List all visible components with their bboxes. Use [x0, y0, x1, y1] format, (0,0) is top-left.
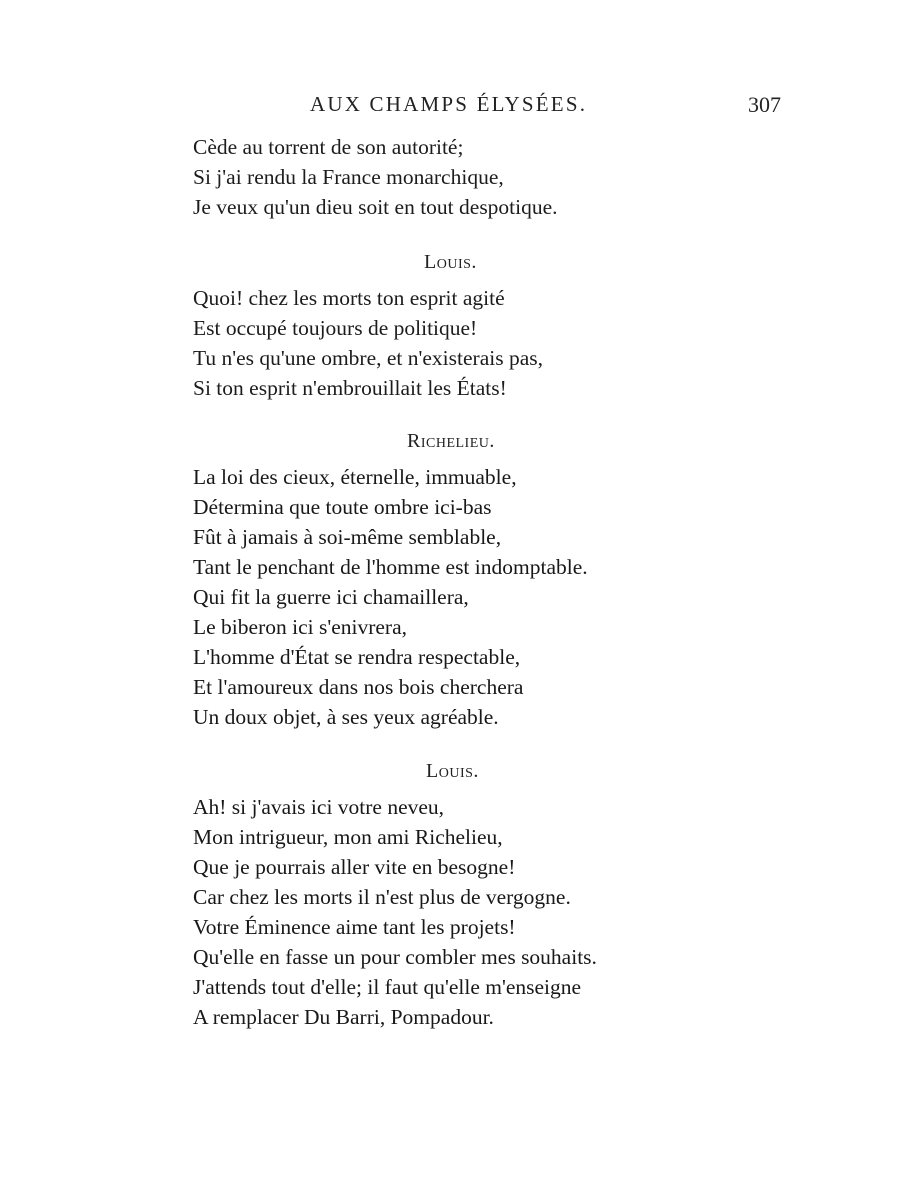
verse-line: Quoi! chez les morts ton esprit agité — [193, 286, 505, 310]
verse-stanza-3 — [193, 462, 713, 732]
verse-line: Tant le penchant de l'homme est indomptable. — [193, 555, 588, 579]
verse-stanza-2 — [193, 283, 713, 403]
verse-line: Car chez les morts il n'est plus de vergogne. — [193, 885, 571, 909]
speaker-name: Louis. — [426, 760, 479, 782]
verse-line: Détermina que toute ombre ici-bas — [193, 495, 492, 519]
verse-line: Votre Éminence aime tant les projets! — [193, 915, 516, 939]
verse-line: Qu'elle en fasse un pour combler mes souhaits. — [193, 945, 597, 969]
verse-line: Si ton esprit n'embrouillait les États! — [193, 376, 507, 400]
verse-line: Le biberon ici s'enivrera, — [193, 615, 408, 639]
verse-line: Un doux objet, à ses yeux agréable. — [193, 705, 499, 729]
verse-stanza-4 — [193, 792, 713, 1032]
verse-stanza-1 — [193, 132, 713, 222]
verse-line: Que je pourrais aller vite en besogne! — [193, 855, 516, 879]
verse-line: Fût à jamais à soi-même semblable, — [193, 525, 502, 549]
verse-line: La loi des cieux, éternelle, immuable, — [193, 465, 517, 489]
verse-line: Si j'ai rendu la France monarchique, — [193, 165, 504, 189]
verse-line: Je veux qu'un dieu soit en tout despotique. — [193, 195, 558, 219]
verse-line: Est occupé toujours de politique! — [193, 316, 478, 340]
verse-line: L'homme d'État se rendra respectable, — [193, 645, 521, 669]
verse-line: A remplacer Du Barri, Pompadour. — [193, 1005, 494, 1029]
verse-line: J'attends tout d'elle; il faut qu'elle m'enseigne — [193, 975, 582, 999]
verse-line: Mon intrigueur, mon ami Richelieu, — [193, 825, 503, 849]
verse-line: Et l'amoureux dans nos bois cherchera — [193, 675, 524, 699]
verse-line: Cède au torrent de son autorité; — [193, 135, 464, 159]
verse-line: Ah! si j'avais ici votre neveu, — [193, 795, 445, 819]
verse-line: Tu n'es qu'une ombre, et n'existerais pas, — [193, 346, 543, 370]
verse-line: Qui fit la guerre ici chamaillera, — [193, 585, 469, 609]
speaker-name: Louis. — [424, 251, 477, 273]
page-number: 307 — [748, 92, 781, 117]
running-title: AUX CHAMPS ÉLYSÉES. — [310, 92, 588, 116]
speaker-name: Richelieu. — [407, 430, 495, 452]
